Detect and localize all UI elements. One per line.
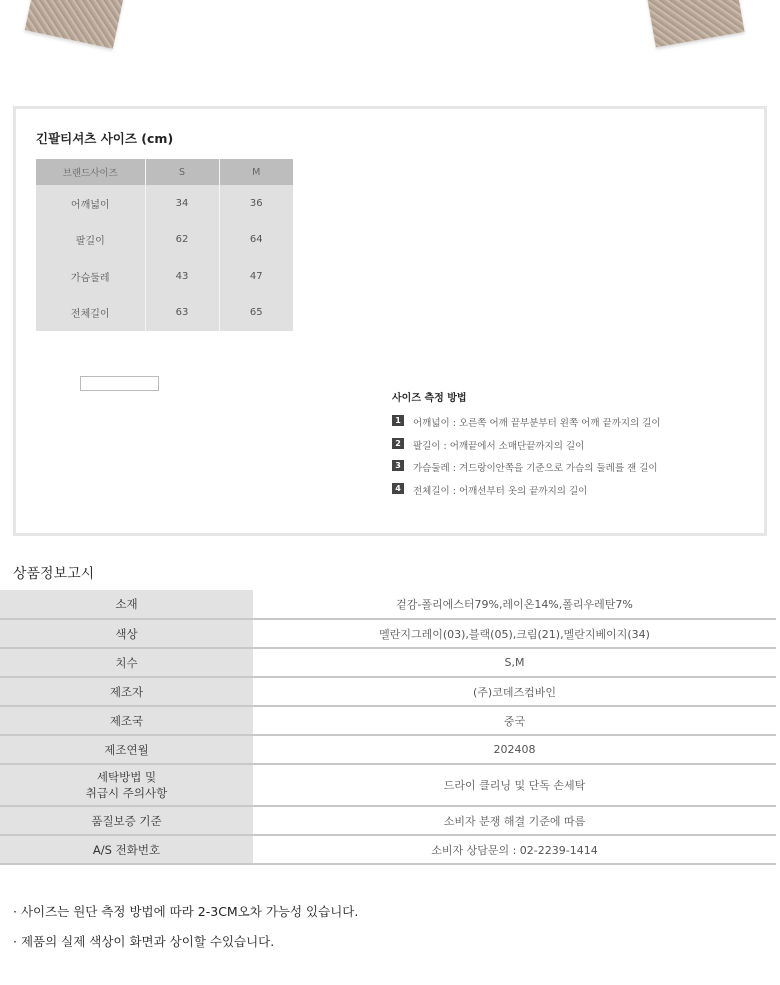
size-chart-header-row [36, 159, 293, 185]
size-chart-cell: 63 [145, 295, 219, 332]
measure-guide-title: 사이즈 측정 방법 [392, 393, 467, 404]
size-chart-title: 긴팔티셔츠 사이즈 (cm) [36, 131, 174, 146]
product-info-value: 소비자 상담문의 : 02-2239-1414 [253, 835, 776, 864]
product-info-row [0, 706, 776, 735]
product-info-value: 드라이 클리닝 및 단독 손세탁 [253, 764, 776, 806]
size-guide-panel [13, 106, 767, 536]
product-photo-fragment-right [645, 0, 744, 47]
size-chart-row [36, 185, 293, 222]
product-info-value: 중국 [253, 706, 776, 735]
measure-guide-text: 가슴둘레 : 겨드랑이안쪽을 기준으로 가슴의 둘레를 잰 길이 [413, 463, 658, 474]
measure-guide-item [392, 460, 661, 483]
number-badge: 3 [392, 460, 404, 471]
product-info-row [0, 806, 776, 835]
product-info-key [0, 764, 253, 806]
size-chart-cell: 36 [249, 197, 263, 209]
product-info-value: 202408 [253, 735, 776, 764]
product-info-key: 제조자 [0, 677, 253, 706]
size-chart-table [36, 159, 293, 331]
number-badge: 2 [392, 438, 404, 449]
product-info-value: 소비자 분쟁 해결 기준에 따름 [253, 806, 776, 835]
size-chart-header: 브랜드사이즈 [36, 159, 145, 185]
product-info-row [0, 835, 776, 864]
size-chart-cell: 62 [145, 222, 219, 259]
size-chart-row [36, 295, 293, 332]
size-chart-cell: 43 [145, 258, 219, 295]
size-chart-cell: 어깨넓이 [36, 185, 145, 222]
product-info-row [0, 735, 776, 764]
notice-list [13, 902, 358, 962]
product-info-table [0, 590, 776, 865]
notice-item: · 사이즈는 원단 측정 방법에 따라 2-3CM오차 가능성 있습니다. [13, 904, 359, 919]
product-info-key: 소재 [0, 590, 253, 619]
product-info-value: (주)코데즈컴바인 [253, 677, 776, 706]
product-info-key-line: 세탁방법 및 [96, 770, 157, 784]
product-info-key: 치수 [0, 648, 253, 677]
measure-guide-item [392, 483, 661, 506]
product-info-key: A/S 전화번호 [0, 835, 253, 864]
size-chart-cell: 팔길이 [36, 222, 145, 259]
product-info-row [0, 764, 776, 806]
size-chart-row [36, 258, 293, 295]
product-info-value: 겉감-폴리에스터79%,레이온14%,폴리우레탄7% [253, 590, 776, 619]
number-badge: 4 [392, 483, 404, 494]
product-info-key: 품질보증 기준 [0, 806, 253, 835]
product-photo-fragment-left [25, 0, 126, 49]
product-info-key: 제조국 [0, 706, 253, 735]
product-info-key: 제조연월 [0, 735, 253, 764]
measure-guide-text: 전체길이 : 어깨선부터 옷의 끝까지의 길이 [413, 485, 588, 497]
size-chart-cell: 65 [249, 307, 263, 319]
size-chart-cell: 가슴둘레 [36, 258, 145, 295]
size-chart-cell: 34 [145, 185, 219, 222]
size-chart-cell: 47 [249, 270, 263, 282]
size-chart-header: S [145, 159, 219, 185]
product-info-row [0, 619, 776, 648]
product-info-value: 멜란지그레이(03),블랙(05),크림(21),멜란지베이지(34) [253, 619, 776, 648]
product-info-key-line: 취급시 주의사항 [85, 786, 168, 800]
product-info-value: S,M [253, 648, 776, 677]
measure-guide-text: 어깨넓이 : 오른쪽 어깨 끝부분부터 왼쪽 어깨 끝까지의 길이 [413, 418, 661, 429]
measure-guide-text: 팔길이 : 어깨끝에서 소매단끝까지의 길이 [413, 440, 585, 452]
product-info-heading: 상품정보고시 [13, 566, 95, 582]
product-info-key: 색상 [0, 619, 253, 648]
measure-guide-item [392, 415, 661, 438]
image-placeholder [80, 376, 159, 391]
size-chart-cell: 전체길이 [36, 295, 145, 332]
notice-item: · 제품의 실제 색상이 화면과 상이할 수있습니다. [13, 934, 275, 949]
size-chart-row [36, 222, 293, 259]
product-info-row [0, 590, 776, 619]
size-chart-header: M [219, 159, 293, 185]
measure-guide-item [392, 438, 661, 461]
number-badge: 1 [392, 415, 404, 426]
product-info-row [0, 677, 776, 706]
product-info-row [0, 648, 776, 677]
size-chart-cell: 64 [249, 234, 263, 246]
measure-guide-list [392, 415, 661, 505]
